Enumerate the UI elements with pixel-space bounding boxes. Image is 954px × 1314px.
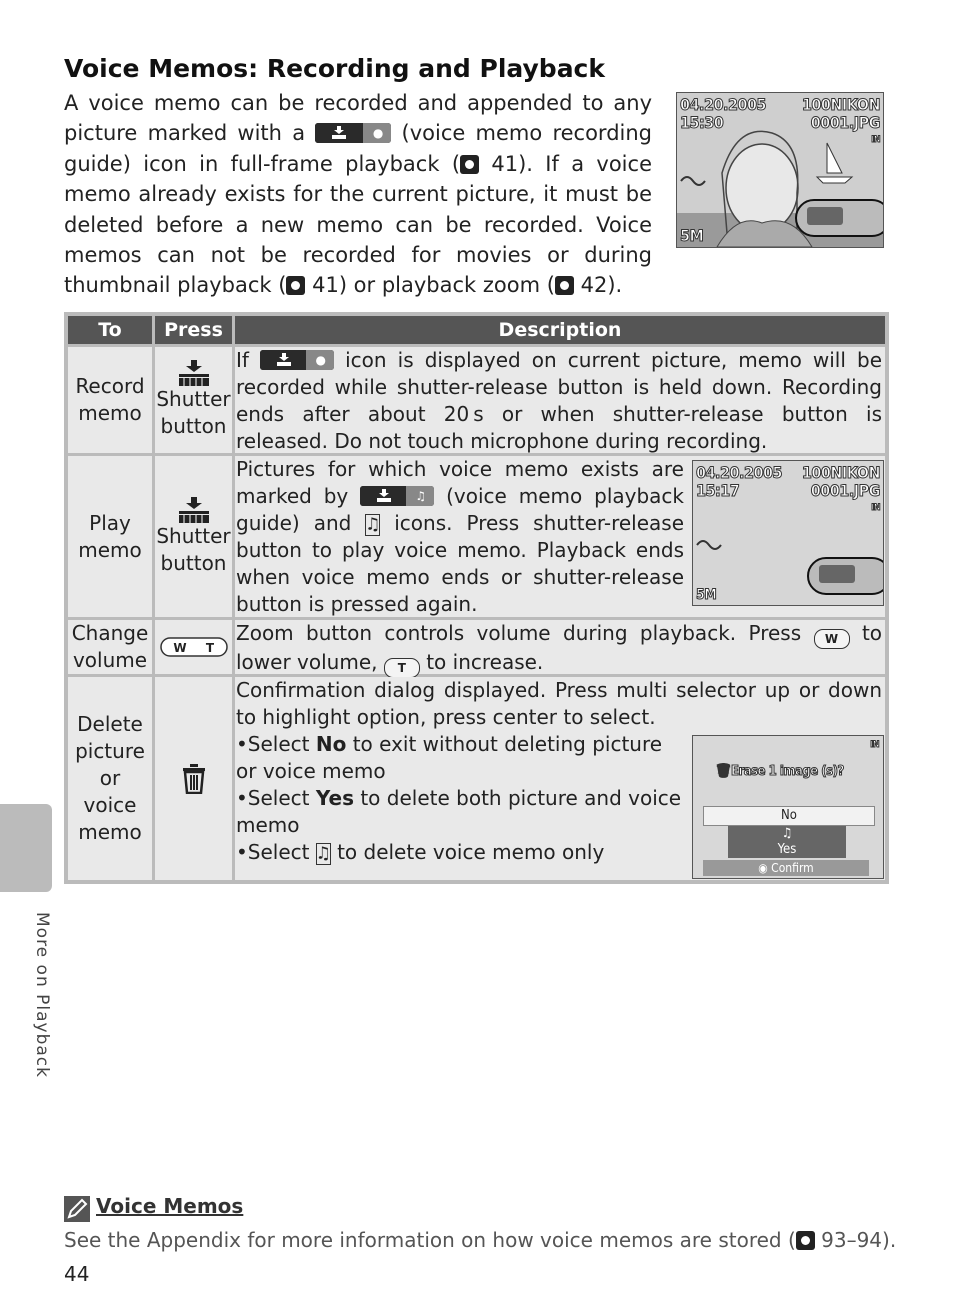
confirm-label: Confirm	[771, 861, 814, 875]
shutter-button-icon	[176, 497, 212, 525]
intro-paragraph	[64, 88, 652, 301]
screen-file: 0001.JPG	[810, 113, 880, 132]
internal-memory-icon: IN	[871, 503, 880, 513]
row-delete-to	[68, 677, 152, 880]
page-reference-icon	[286, 276, 305, 295]
image-size-indicator: 5M	[696, 587, 717, 603]
screen-date: 04.20.2005	[696, 463, 783, 482]
confirm-bar	[703, 860, 869, 876]
press-label: button	[160, 414, 227, 438]
option-no[interactable]: No	[703, 806, 875, 826]
svg-text:W: W	[172, 641, 187, 655]
description-text: If	[236, 348, 249, 372]
intro-text: 41). If a voice memo already exists for the current picture, it must be deleted before a new memo can be recorded. Voice memos can not be recorded for movies or during thumbnail playback (	[64, 151, 652, 298]
ok-icon: ◉	[758, 861, 772, 875]
voice-memo-playback-guide-icon: ♫	[360, 486, 434, 506]
row-record-to	[68, 347, 152, 453]
bullet-no: •Select No to exit without deleting picture or voice memo	[236, 732, 663, 783]
screen-time: 15:17	[696, 481, 740, 500]
zoom-w-button-icon: W	[814, 629, 850, 649]
press-label: Shutter	[156, 523, 231, 548]
screen-time: 15:30	[680, 113, 724, 132]
voice-memo-guide-highlight	[795, 199, 884, 237]
row-play-to	[68, 456, 152, 617]
erase-dialog-title-text: Erase 1 image (s)?	[731, 764, 844, 779]
press-label: button	[160, 550, 227, 575]
intro-text: 42).	[580, 273, 623, 298]
voice-memo-icon: ♫	[781, 826, 793, 841]
description-text: Pictures for which voice memo exists are marked by	[236, 457, 684, 508]
row-delete-description	[235, 677, 885, 880]
voice-memo-recording-guide-icon: ●	[315, 123, 391, 143]
to-label: Change volume	[71, 621, 149, 672]
description-text: (voice memo playback guide) and	[236, 484, 684, 535]
to-label: Play memo	[78, 510, 142, 562]
screen-date: 04.20.2005	[680, 95, 767, 114]
row-play-description	[235, 456, 885, 617]
voice-memo-icon: ♫	[367, 514, 379, 535]
svg-text:T: T	[205, 641, 214, 655]
shutter-button-icon	[176, 360, 212, 388]
row-delete-press	[155, 677, 232, 880]
bullet-bold: No	[315, 732, 347, 756]
bullet-yes: •Select Yes to delete both picture and voice memo	[236, 786, 682, 837]
intro-text: A voice memo can be recorded and appended to any picture marked with a	[64, 91, 652, 146]
internal-memory-icon: IN	[870, 740, 879, 750]
trash-icon	[182, 764, 206, 794]
bullet-memo: •Select ♫ to delete voice memo only	[236, 840, 605, 864]
intro-text: 41) or playback zoom (	[312, 273, 555, 298]
voice-memo-guide-highlight	[807, 557, 884, 595]
row-record-description	[235, 347, 885, 453]
option-yes[interactable]	[728, 826, 846, 858]
header-to: To	[68, 316, 152, 344]
row-play-press	[155, 456, 232, 617]
bullet-text: Select	[247, 840, 310, 864]
bullet-text: to exit without deleting picture or voice memo	[236, 732, 663, 783]
note-title: Voice Memos	[96, 1194, 244, 1218]
description-text: Zoom button controls volume during playback. Press	[236, 621, 802, 645]
description-text: to increase.	[426, 650, 544, 674]
playback-screen-recording	[676, 92, 884, 248]
zoom-button-icon	[160, 637, 228, 657]
page-reference-icon	[460, 155, 479, 174]
bullet-text: to delete both picture and voice memo	[236, 786, 682, 837]
image-size-indicator: 5M	[680, 226, 704, 245]
header-press: Press	[155, 316, 232, 344]
internal-memory-icon: IN	[871, 135, 880, 145]
intro-text: (voice memo recording guide) icon in full-frame playback (	[64, 121, 653, 176]
section-side-tab	[0, 804, 52, 892]
bullet-text: Select	[247, 786, 316, 810]
description-text: Confirmation dialog displayed. Press multi selector up or down to highlight option, press center to select.	[236, 678, 882, 729]
voice-memo-icon: ♫	[317, 843, 329, 864]
page-reference-icon	[555, 276, 574, 295]
screen-folder: 100NIKON	[801, 463, 880, 482]
bullet-bold: Yes	[315, 786, 354, 810]
page-reference-icon	[796, 1231, 815, 1250]
note-text	[64, 1228, 896, 1252]
erase-dialog-screen	[692, 735, 884, 879]
row-volume-description	[235, 620, 885, 674]
row-record-press	[155, 347, 232, 453]
description-text: to lower volume,	[236, 621, 883, 674]
bullet-text: to delete voice memo only	[337, 840, 605, 864]
playback-screen-voice-memo	[692, 460, 884, 606]
to-label: Record memo	[75, 374, 145, 425]
press-label: Shutter	[156, 387, 231, 411]
bullet-text: Select	[247, 732, 316, 756]
pencil-note-icon	[64, 1196, 90, 1222]
description-text: icon is displayed on current picture, memo will be recorded while shutter-release button is held down. Recording ends after about 20 s or when shutter-release button is released. Do not touch microphone during recording.	[236, 348, 882, 453]
zoom-t-button-icon: T	[384, 658, 420, 678]
header-description: Description	[235, 316, 885, 344]
voice-memo-recording-guide-icon: ●	[260, 350, 334, 370]
section-side-label: More on Playback	[32, 912, 52, 1078]
row-volume-to	[68, 620, 152, 674]
to-label: Delete picture or voice memo	[75, 712, 145, 844]
description-text: icons. Press shutter-release button to play voice memo. Playback ends when voice memo ends or shutter-release button is pressed again.	[236, 511, 684, 616]
voice-memo-table	[64, 312, 889, 884]
page-number: 44	[64, 1262, 90, 1286]
row-volume-press	[155, 620, 232, 674]
screen-folder: 100NIKON	[801, 95, 880, 114]
screen-file: 0001.JPG	[810, 481, 880, 500]
option-yes-label: Yes	[777, 842, 797, 857]
note-text-part: See the Appendix for more information on how voice memos are stored (	[64, 1228, 796, 1252]
erase-dialog-title: 🗑Erase 1 image (s)?	[715, 764, 844, 779]
page-title: Voice Memos: Recording and Playback	[64, 54, 606, 83]
note-text-part: 93–94).	[821, 1228, 897, 1252]
